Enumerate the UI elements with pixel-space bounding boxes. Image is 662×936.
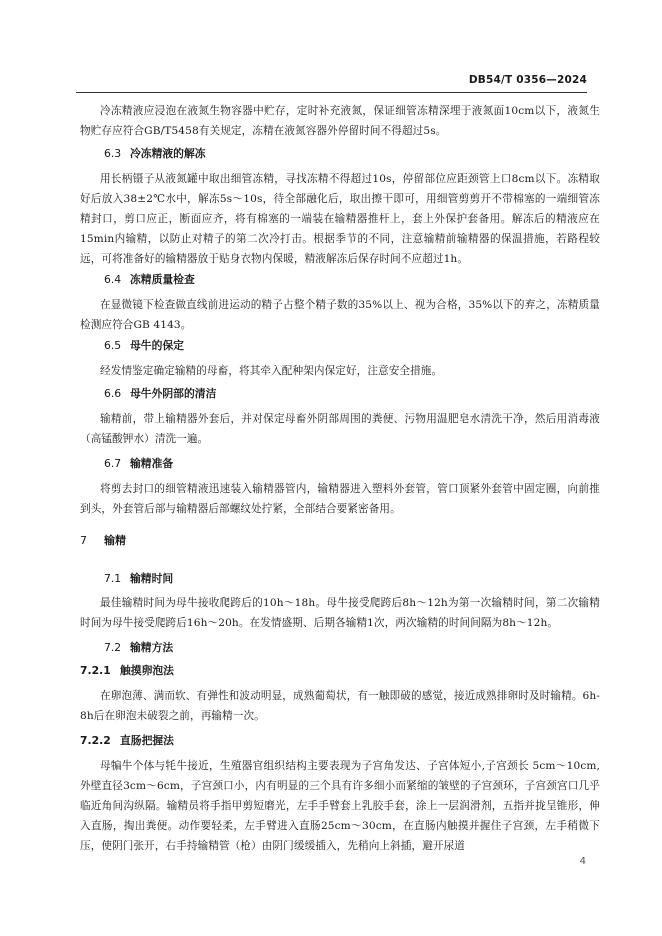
section-7-2-1-heading bbox=[80, 663, 174, 678]
section-title: 输精准备 bbox=[130, 457, 174, 470]
section-number: 6.5 bbox=[104, 339, 122, 352]
section-title: 输精 bbox=[104, 534, 126, 547]
section-number: 6.3 bbox=[104, 147, 122, 160]
section-title: 母牛外阴部的清洁 bbox=[130, 387, 217, 400]
section-6-7-heading bbox=[104, 455, 173, 473]
section-number: 7.1 bbox=[104, 572, 122, 585]
section-7-1-heading bbox=[104, 570, 173, 588]
section-6-6-heading bbox=[104, 385, 216, 403]
section-7-2-heading bbox=[104, 639, 173, 657]
section-number: 7.2 bbox=[104, 641, 122, 654]
paragraph-quality-check: 在显微镜下检查做直线前进运动的精子占整个精子数的35%以上、视为合格，35%以下的弃之，冻精质量检测应符合GB 4143。 bbox=[80, 299, 600, 331]
paragraph-cleaning: 输精前，带上输精器外套后，并对保定母畜外阴部周围的粪便、污物用温肥皂水清洗干净，然后用消毒液（高锰酸钾水）清洗一遍。 bbox=[80, 413, 600, 445]
section-number: 7.2.1 bbox=[80, 664, 111, 677]
doc-header-id: DB54/T 0356—2024 bbox=[468, 74, 587, 86]
section-title: 直肠把握法 bbox=[120, 734, 174, 747]
header-rule bbox=[76, 92, 587, 93]
section-6-3-heading bbox=[104, 145, 206, 163]
paragraph-rectal-grip: 母犏牛个体与牦牛接近，生殖器官组织结构主要表现为子宫角发达、子宫体短小,子宫颈长 5cm～10cm,外壁直径3cm～6cm，子宫颈口小，内有明显的三个具有许多细小而紧缩的皱壁的子宫颈环，子宫颈宫口几乎临近角间沟纵隔。输精员将手指甲剪短磨光，左手手臂套上乳胶手套，涂上一层润滑剂，五指并拢呈锥形，伸入直肠，掏出粪便。动作要轻柔，左手臂进入直肠25cm～30cm，在直肠内触摸并握住子宫颈，左手稍微下压，使阴门张开，右手持输精管（枪）由阴门缓缓插入，先稍向上斜插，避开尿道 bbox=[80, 760, 600, 852]
paragraph-restraint: 经发情鉴定确定输精的母畜，将其牵入配种架内保定好，注意安全措施。 bbox=[100, 365, 443, 377]
section-number: 6.4 bbox=[104, 273, 122, 286]
section-title: 触摸卵泡法 bbox=[120, 664, 174, 677]
section-7-2-2-heading bbox=[80, 733, 174, 748]
section-7-heading bbox=[80, 532, 126, 548]
section-number: 6.7 bbox=[104, 457, 122, 470]
page-number: 4 bbox=[579, 856, 586, 867]
section-title: 冷冻精液的解冻 bbox=[130, 147, 206, 160]
section-number: 6.6 bbox=[104, 387, 122, 400]
section-number: 7 bbox=[80, 534, 87, 547]
section-title: 冻精质量检查 bbox=[130, 273, 195, 286]
section-6-4-heading bbox=[104, 271, 195, 289]
paragraph-timing: 最佳输精时间为母牛接收爬跨后的10h～18h。母牛接受爬跨后8h～12h为第一次输精时间，第二次输精时间为母牛接受爬跨后16h～20h。在发情盛期、后期各输精1次，两次输精的时间间隔为8h～12h。 bbox=[80, 597, 600, 629]
paragraph-storage: 冷冻精液应浸泡在液氮生物容器中贮存，定时补充液氮，保证细管冻精深埋于液氮面10cm以下，液氮生物贮存应符合GB/T5458有关规定，冻精在液氮容器外停留时间不得超过5s。 bbox=[80, 105, 600, 137]
section-title: 输精方法 bbox=[130, 641, 174, 654]
section-title: 母牛的保定 bbox=[130, 339, 184, 352]
paragraph-thawing: 用长柄镊子从液氮罐中取出细管冻精，寻找冻精不得超过10s，停留部位应距颈管上口8cm以下。冻精取好后放入38±2℃水中，解冻5s～10s，待全部融化后，取出擦干即可，用细管剪剪开不带棉塞的一端细管冻精封口，剪口应正，断面应齐，将有棉塞的一端装在输精器推杆上，套上外保护套备用。解冻后的精液应在15min内输精，以防止对精子的第二次冷打击。根据季节的不同，注意输精前输精器的保温措施，若路程较远，可将准备好的输精器放于贴身衣物内保暖，精液解冻后保存时间不应超过1h。 bbox=[80, 173, 600, 265]
section-number: 7.2.2 bbox=[80, 734, 111, 747]
paragraph-follicle-palpation: 在卵泡薄、满而软、有弹性和波动明显，成熟葡萄状，有一触即破的感觉，接近成熟排卵时及时输精。6h-8h后在卵泡未破裂之前，再输精一次。 bbox=[80, 690, 600, 722]
paragraph-preparation: 将剪去封口的细管精液迅速装入输精器管内，输精器进入塑料外套管，管口顶紧外套管中固定圈，向前推到头，外套管后部与输精器后部螺纹处拧紧，全部结合要紧密备用。 bbox=[80, 483, 600, 515]
section-6-5-heading bbox=[104, 337, 184, 355]
section-title: 输精时间 bbox=[130, 572, 174, 585]
